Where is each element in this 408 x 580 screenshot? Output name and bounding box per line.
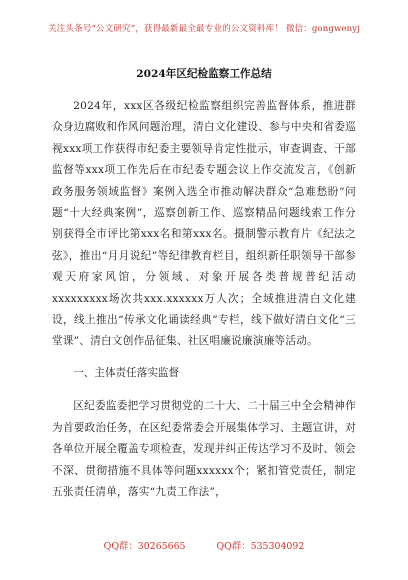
qq-group-2: QQ群：535304092 [216, 541, 305, 552]
document-title: 2024年区纪检监察工作总结 [136, 68, 272, 80]
qq-group-1: QQ群：30265665 [103, 541, 186, 552]
document-body [52, 96, 356, 513]
promo-banner: 关注头条号“公文研究”，获得最新最全最专业的公文资料库！ 微信：gongwenyj [47, 24, 361, 34]
section-paragraph: 区纪委监委把学习贯彻党的二十大、二十届三中全会精神作为首要政治任务，在区纪委常委会开展集体学习、主题宣讲，对各单位开展全覆盖专项检查，发现并纠正传达学习不及时、领会不深、贯彻措施不具体等问题xxxxxx个；紧扣管党责任，制定五张责任清单，落实“九责工作法”， [52, 400, 356, 498]
footer-contact [0, 538, 408, 552]
intro-paragraph: 2024年，xxx区各级纪检监察组织完善监督体系，推进群众身边腐败和作风问题治理，清白文化建设、参与中央和省委巡视xxx项工作获得市纪委主要领导肯定性批示，审查调查、干部监督等xxx项工作先后在市纪委专题会议上作交流发言，《创新政务服务领域监督》案例入选全市推动解决群众“急难愁盼”问题“十大经典案例”，巡察创新工作、巡察精品问题线索工作分别获得全市评比第xxx名和第xxx名。摄制警示教育片《纪法之弦》，推出“月月说纪”等纪律教育栏目，组织新任职领导干部参观天府家风馆，分领域、对象开展各类普规普纪活动xxxxxxxxx场次共xxx.xxxxxx万人次；全域推进清白文化建设，线上推出“传承文化诵读经典”专栏，线下做好清白文化“三堂课”、清白文创作品征集、社区唱廉说廉演廉等活动。 [52, 100, 356, 348]
section-heading: 一、主体责任落实监督 [73, 366, 180, 379]
